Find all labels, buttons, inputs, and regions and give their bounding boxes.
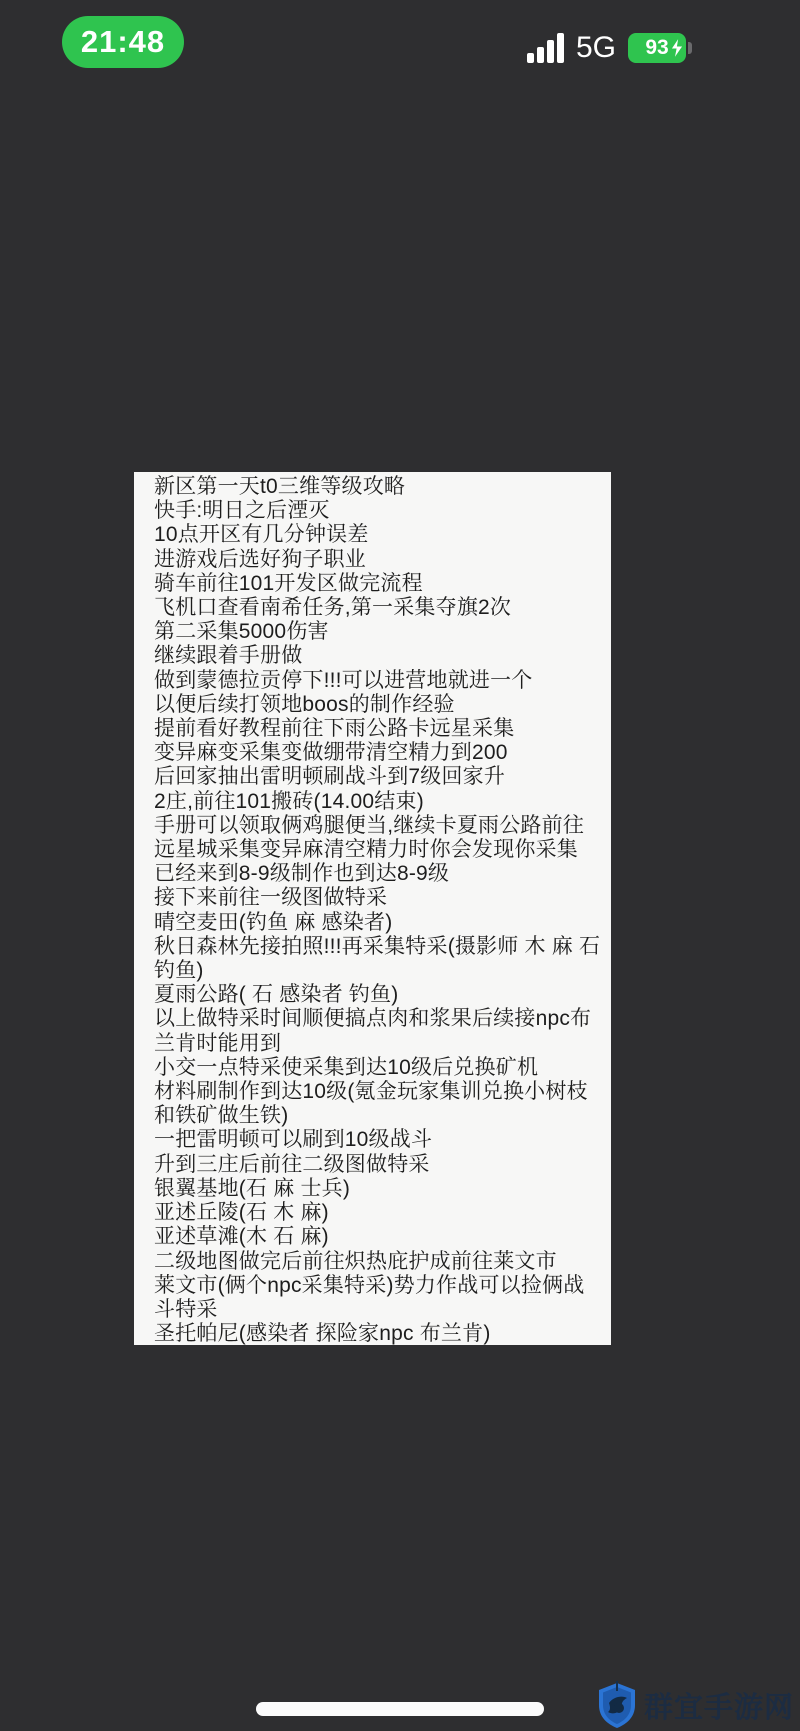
note-line: 和铁矿做生铁) [154,1104,289,1128]
note-line: 二级地图做完后前往炽热庇护成前往莱文市 [154,1249,557,1273]
note-line: 斗特采 [154,1297,218,1321]
time-pill[interactable] [62,16,184,68]
note-line: 提前看好教程前往下雨公路卡远星采集 [154,717,515,741]
site-watermark [595,1681,794,1729]
note-line: 2庄,前往101搬砖(14.00结束) [154,789,424,813]
note-line: 飞机口查看南希任务,第一采集夺旗2次 [154,596,512,620]
note-line: 一把雷明顿可以刷到10级战斗 [154,1128,433,1152]
note-line: 后回家抽出雷明顿刷战斗到7级回家升 [154,765,506,789]
note-line: 夏雨公路( 石 感染者 钓鱼) [154,983,399,1007]
battery-percent: 93 [645,36,669,59]
note-line: 变异麻变采集变做绷带清空精力到200 [154,741,508,765]
note-line: 升到三庄后前往二级图做特采 [154,1152,430,1176]
note-line: 兰肯时能用到 [154,1031,282,1055]
watermark-text: 群宜手游网 [643,1691,794,1724]
network-type-label: 5G [575,31,616,64]
note-line: 手册可以领取俩鸡腿便当,继续卡夏雨公路前往 [154,813,585,837]
note-line: 做到蒙德拉贡停下!!!可以进营地就进一个 [154,668,533,692]
home-indicator[interactable] [256,1702,544,1716]
charging-bolt-icon [670,37,684,59]
clock-time: 21:48 [80,24,166,59]
note-line: 已经来到8-9级制作也到达8-9级 [154,862,450,886]
battery-indicator [628,33,692,63]
note-line: 新区第一天t0三维等级攻略 [154,475,406,498]
note-line: 莱文市(俩个npc采集特采)势力作战可以捡俩战 [154,1273,585,1297]
note-line: 以上做特采时间顺便搞点肉和浆果后续接npc布 [154,1007,592,1031]
note-line: 钓鱼) [154,959,204,983]
status-icons [527,26,692,70]
note-line: 亚述草滩(木 石 麻) [154,1225,329,1249]
status-bar [0,0,800,92]
note-line: 继续跟着手册做 [154,644,303,668]
note-line: 10点开区有几分钟误差 [154,523,369,547]
note-line: 银翼基地(石 麻 士兵) [154,1176,351,1200]
note-line: 亚述丘陵(石 木 麻) [154,1201,329,1225]
note-line: 以便后续打领地boos的制作经验 [154,692,455,716]
note-line: 快手:明日之后湮灭 [154,499,330,523]
battery-cap [688,42,692,54]
cellular-signal-icon [527,33,564,63]
note-line: 第二采集5000伤害 [154,620,329,644]
note-line: 骑车前往101开发区做完流程 [154,571,423,595]
shield-logo-icon [595,1681,639,1729]
note-line: 接下来前往一级图做特采 [154,886,388,910]
note-line: 晴空麦田(钓鱼 麻 感染者) [154,910,393,934]
note-line: 进游戏后选好狗子职业 [154,547,366,571]
note-line: 材料刷制作到达10级(氪金玩家集训兑换小树枝 [154,1080,588,1104]
note-line: 远星城采集变异麻清空精力时你会发现你采集 [154,838,578,862]
note-line: 秋日森林先接拍照!!!再采集特采(摄影师 木 麻 石 [154,934,601,958]
note-line: 小交一点特采使采集到达10级后兑换矿机 [154,1055,539,1079]
note-line: 圣托帕尼(感染者 探险家npc 布兰肯) [154,1322,491,1345]
notes-text-block [134,472,611,1345]
